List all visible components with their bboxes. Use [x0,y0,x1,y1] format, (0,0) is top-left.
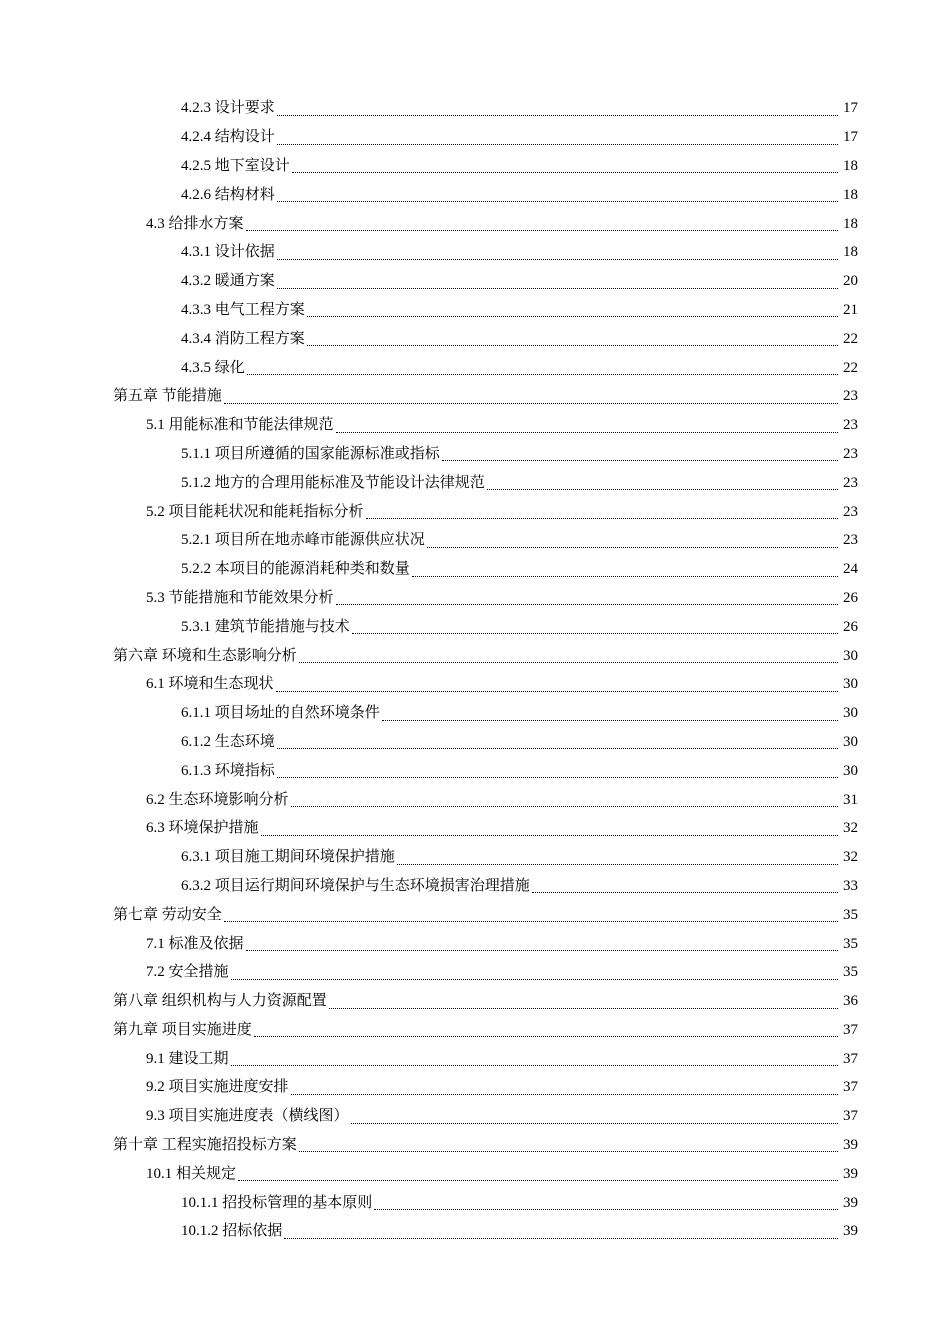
toc-entry-page-number: 17 [843,100,858,117]
toc-entry[interactable] [0,1016,950,1045]
toc-entry-title: 5.1.2 地方的合理用能标准及节能设计法律规范 [181,474,485,491]
toc-dot-leader [291,1093,838,1095]
toc-entry-title: 6.2 生态环境影响分析 [146,791,289,808]
toc-entry[interactable] [0,670,950,699]
toc-entry-title: 6.1 环境和生态现状 [146,676,274,693]
toc-entry-title: 第七章 劳动安全 [113,906,222,923]
toc-dot-leader [238,1179,838,1181]
toc-dot-leader [336,603,838,605]
toc-entry-title: 4.3 给排水方案 [146,215,244,232]
toc-entry-title: 5.2.1 项目所在地赤峰市能源供应状况 [181,532,425,549]
toc-entry-title: 4.2.3 设计要求 [181,100,275,117]
toc-dot-leader [427,546,838,548]
toc-entry-page-number: 30 [843,705,858,722]
toc-entry-page-number: 18 [843,244,858,261]
toc-entry-title: 5.1.1 项目所遵循的国家能源标准或指标 [181,445,440,462]
toc-entry-page-number: 31 [843,791,858,808]
toc-entry[interactable] [0,1188,950,1217]
toc-entry-title: 9.1 建设工期 [146,1050,229,1067]
toc-dot-leader [231,978,838,980]
toc-entry[interactable] [0,728,950,757]
toc-entry-page-number: 23 [843,417,858,434]
toc-entry[interactable] [0,382,950,411]
toc-entry[interactable] [0,843,950,872]
toc-entry-title: 5.2 项目能耗状况和能耗指标分析 [146,503,364,520]
toc-entry-page-number: 20 [843,273,858,290]
toc-entry-page-number: 39 [843,1137,858,1154]
toc-entry[interactable] [0,1131,950,1160]
toc-entry-title: 第九章 项目实施进度 [113,1021,252,1038]
toc-dot-leader [224,402,838,404]
toc-entry[interactable] [0,1102,950,1131]
toc-entry-title: 5.3.1 建筑节能措施与技术 [181,618,350,635]
toc-dot-leader [277,200,838,202]
toc-entry-title: 6.1.2 生态环境 [181,733,275,750]
toc-entry[interactable] [0,296,950,325]
toc-entry-page-number: 30 [843,676,858,693]
toc-entry-page-number: 18 [843,157,858,174]
toc-entry-page-number: 18 [843,215,858,232]
toc-entry-page-number: 39 [843,1194,858,1211]
toc-dot-leader [277,776,838,778]
toc-dot-leader [224,920,838,922]
toc-entry[interactable] [0,641,950,670]
toc-entry-title: 4.3.2 暖通方案 [181,273,275,290]
toc-entry-page-number: 22 [843,330,858,347]
toc-dot-leader [277,258,838,260]
toc-entry-title: 4.2.6 结构材料 [181,186,275,203]
toc-dot-leader [366,517,838,519]
toc-entry[interactable] [0,987,950,1016]
toc-dot-leader [291,805,838,807]
toc-entry-page-number: 39 [843,1223,858,1240]
toc-dot-leader [307,344,838,346]
toc-dot-leader [382,719,838,721]
toc-dot-leader [277,747,838,749]
toc-entry-title: 6.3.1 项目施工期间环境保护措施 [181,849,395,866]
toc-entry-page-number: 26 [843,618,858,635]
toc-entry-page-number: 26 [843,589,858,606]
toc-entry-title: 5.1 用能标准和节能法律规范 [146,417,334,434]
toc-entry-page-number: 35 [843,935,858,952]
toc-entry-title: 7.2 安全措施 [146,964,229,981]
toc-dot-leader [299,1150,838,1152]
toc-dot-leader [307,315,838,317]
toc-dot-leader [277,287,838,289]
toc-entry-title: 5.2.2 本项目的能源消耗种类和数量 [181,561,410,578]
toc-entry[interactable] [0,699,950,728]
toc-entry-title: 4.3.5 绿化 [181,359,245,376]
toc-entry-title: 第十章 工程实施招投标方案 [113,1137,297,1154]
toc-dot-leader [277,114,838,116]
toc-entry[interactable] [0,152,950,181]
toc-dot-leader [284,1237,838,1239]
toc-dot-leader [299,661,838,663]
toc-entry[interactable] [0,584,950,613]
toc-entry-page-number: 39 [843,1165,858,1182]
toc-dot-leader [532,891,838,893]
toc-entry-page-number: 23 [843,532,858,549]
toc-entry[interactable] [0,353,950,382]
toc-dot-leader [246,949,838,951]
toc-entry-page-number: 17 [843,129,858,146]
toc-entry[interactable] [0,526,950,555]
toc-entry-page-number: 32 [843,849,858,866]
table-of-contents [0,94,950,1246]
toc-entry-page-number: 23 [843,445,858,462]
toc-dot-leader [261,834,838,836]
toc-dot-leader [231,1064,838,1066]
toc-dot-leader [397,863,838,865]
toc-entry-page-number: 30 [843,762,858,779]
toc-entry-page-number: 37 [843,1050,858,1067]
toc-entry[interactable] [0,209,950,238]
toc-dot-leader [246,229,838,231]
toc-entry-page-number: 23 [843,388,858,405]
toc-entry-page-number: 37 [843,1108,858,1125]
toc-entry-page-number: 37 [843,1021,858,1038]
toc-entry-title: 第六章 环境和生态影响分析 [113,647,297,664]
toc-entry[interactable] [0,411,950,440]
toc-entry-page-number: 18 [843,186,858,203]
toc-entry[interactable] [0,785,950,814]
toc-entry-page-number: 35 [843,964,858,981]
toc-entry-page-number: 22 [843,359,858,376]
toc-entry[interactable] [0,497,950,526]
toc-entry-page-number: 33 [843,877,858,894]
toc-entry-title: 4.2.5 地下室设计 [181,157,290,174]
toc-dot-leader [351,1122,838,1124]
toc-dot-leader [329,1007,838,1009]
toc-entry-title: 6.1.1 项目场址的自然环境条件 [181,705,380,722]
toc-entry[interactable] [0,756,950,785]
toc-entry[interactable] [0,1073,950,1102]
toc-entry-title: 4.3.3 电气工程方案 [181,301,305,318]
toc-entry[interactable] [0,440,950,469]
toc-entry-title: 6.3 环境保护措施 [146,820,259,837]
toc-entry[interactable] [0,324,950,353]
toc-dot-leader [247,373,838,375]
toc-entry-title: 第五章 节能措施 [113,388,222,405]
toc-entry[interactable] [0,814,950,843]
toc-entry-title: 5.3 节能措施和节能效果分析 [146,589,334,606]
toc-entry[interactable] [0,180,950,209]
toc-entry-title: 10.1.2 招标依据 [181,1223,283,1240]
toc-entry-title: 7.1 标准及依据 [146,935,244,952]
toc-entry[interactable] [0,238,950,267]
toc-entry[interactable] [0,929,950,958]
toc-entry[interactable] [0,1044,950,1073]
toc-entry-title: 10.1.1 招投标管理的基本原则 [181,1194,373,1211]
toc-entry-title: 6.1.3 环境指标 [181,762,275,779]
toc-dot-leader [292,171,838,173]
toc-entry-page-number: 21 [843,301,858,318]
toc-entry[interactable] [0,1217,950,1246]
toc-entry[interactable] [0,872,950,901]
toc-dot-leader [276,690,838,692]
toc-entry[interactable] [0,555,950,584]
toc-entry-title: 第八章 组织机构与人力资源配置 [113,993,327,1010]
toc-entry[interactable] [0,612,950,641]
toc-entry[interactable] [0,900,950,929]
toc-entry-page-number: 36 [843,993,858,1010]
toc-dot-leader [374,1208,838,1210]
toc-entry-page-number: 23 [843,474,858,491]
toc-entry[interactable] [0,468,950,497]
toc-entry-title: 4.3.1 设计依据 [181,244,275,261]
toc-entry-page-number: 23 [843,503,858,520]
toc-entry[interactable] [0,958,950,987]
toc-dot-leader [277,143,838,145]
toc-entry-title: 4.3.4 消防工程方案 [181,330,305,347]
toc-entry-title: 4.2.4 结构设计 [181,129,275,146]
toc-entry[interactable] [0,123,950,152]
toc-dot-leader [487,488,838,490]
toc-dot-leader [412,575,838,577]
toc-entry-page-number: 24 [843,561,858,578]
toc-entry-page-number: 30 [843,647,858,664]
toc-dot-leader [352,632,838,634]
toc-entry-title: 10.1 相关规定 [146,1165,237,1182]
toc-dot-leader [336,431,838,433]
toc-entry-page-number: 37 [843,1079,858,1096]
toc-entry-title: 9.2 项目实施进度安排 [146,1079,289,1096]
toc-entry[interactable] [0,94,950,123]
toc-dot-leader [254,1035,838,1037]
toc-entry-title: 6.3.2 项目运行期间环境保护与生态环境损害治理措施 [181,877,530,894]
toc-entry-title: 9.3 项目实施进度表（横线图） [146,1108,349,1125]
toc-entry-page-number: 35 [843,906,858,923]
toc-entry-page-number: 30 [843,733,858,750]
toc-entry[interactable] [0,1159,950,1188]
toc-entry[interactable] [0,267,950,296]
toc-dot-leader [442,459,838,461]
toc-entry-page-number: 32 [843,820,858,837]
